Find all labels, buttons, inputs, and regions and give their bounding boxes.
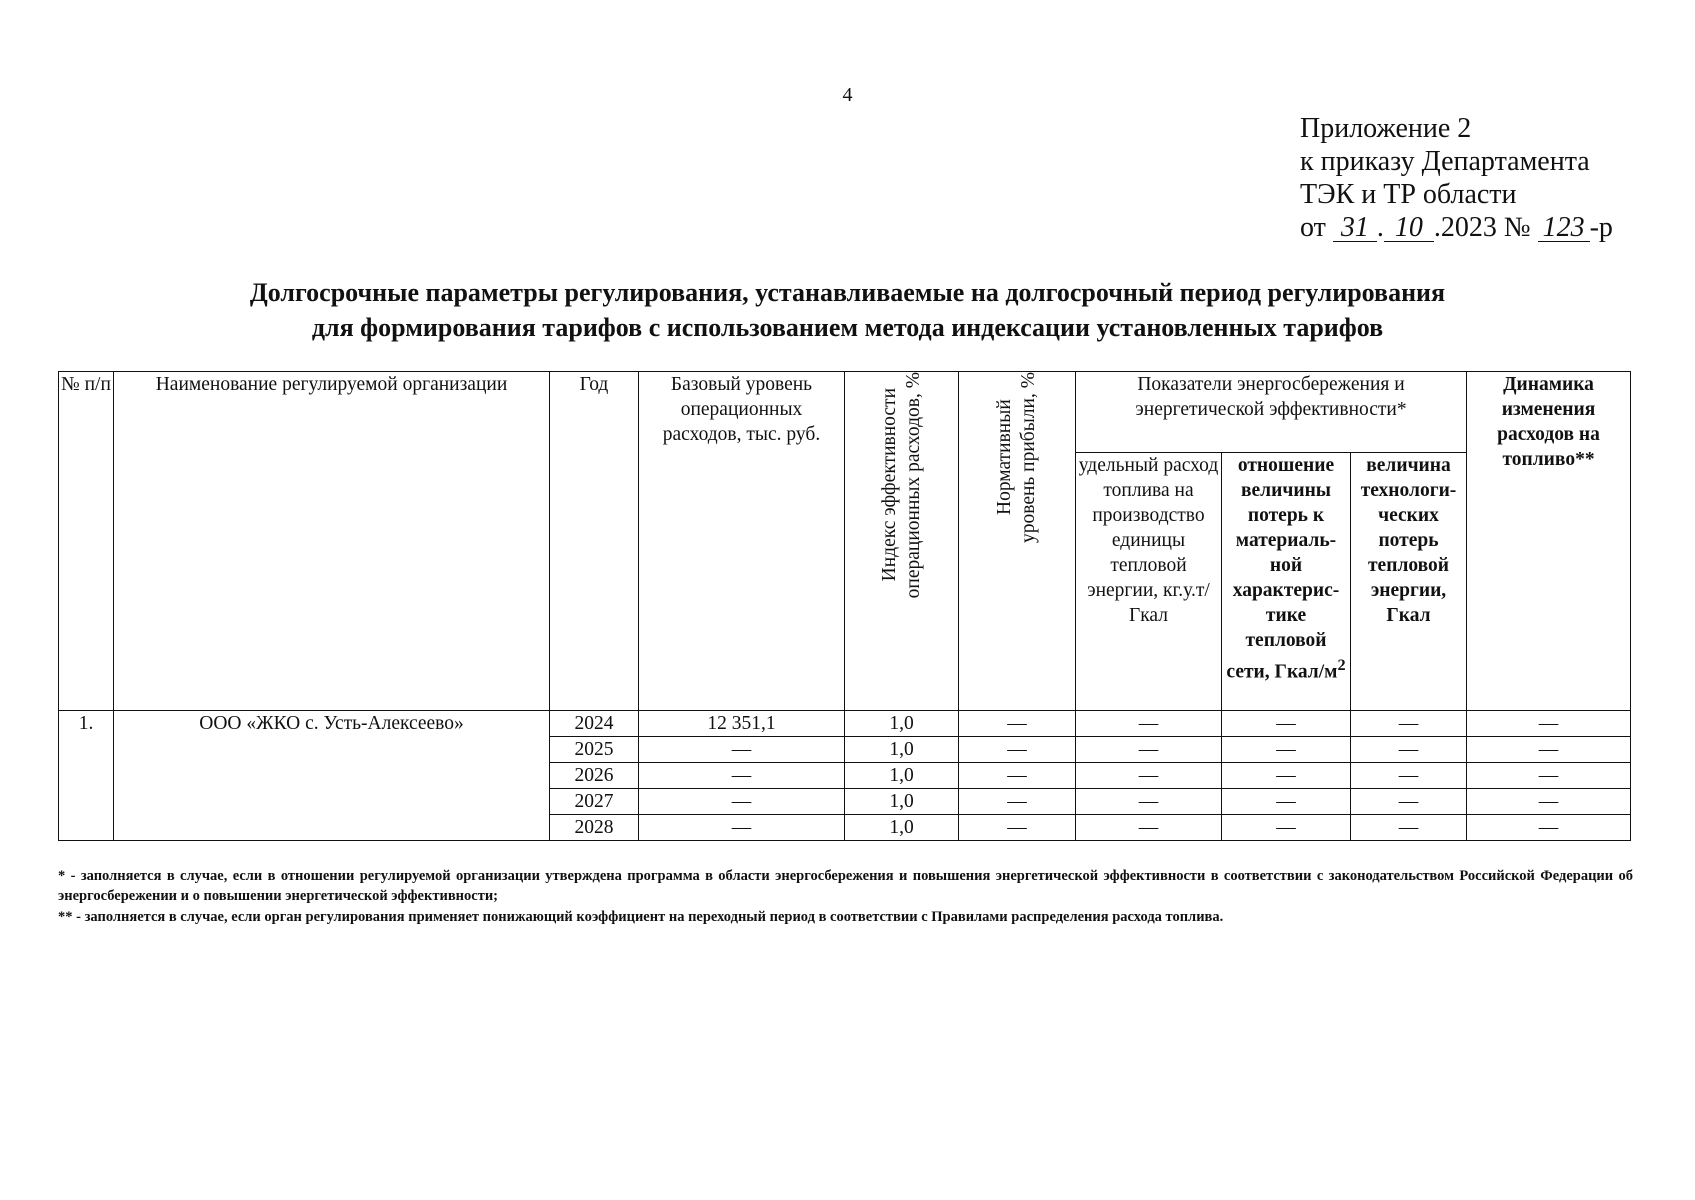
cell-fuel: — (1076, 737, 1222, 763)
cell-base: — (639, 815, 845, 841)
cell-year: 2027 (550, 789, 639, 815)
header-tech-losses: величина технологи-ческих потерь тепловой энергии, Гкал (1351, 453, 1467, 711)
cell-tech-loss: — (1351, 789, 1467, 815)
cell-loss-ratio: — (1222, 711, 1351, 737)
cell-index: 1,0 (845, 763, 959, 789)
cell-fuel: — (1076, 711, 1222, 737)
title-line-2: для формирования тарифов с использованием метода индексации установленных тарифов (311, 313, 1384, 342)
cell-profit: — (959, 789, 1076, 815)
cell-profit: — (959, 815, 1076, 841)
header-fuel-dynamics: Динамика изменения расходов на топливо** (1467, 372, 1631, 711)
appendix-date-line (1300, 211, 1613, 244)
footnote-1-text: - заполняется в случае, если в отношении регулируемой организации утверждена программа в области энергосбережения и повышения энергетической эффективности в соответствии с законодательством Российской Федерации об энергосбережении и о повышении энергетической эффективности; (58, 868, 1633, 904)
cell-year: 2028 (550, 815, 639, 841)
header-org: Наименование регулируемой организации (114, 372, 550, 711)
header-year: Год (550, 372, 639, 711)
cell-loss-ratio: — (1222, 763, 1351, 789)
date-year: .2023 № (1433, 212, 1531, 243)
cell-tech-loss: — (1351, 737, 1467, 763)
cell-base: 12 351,1 (639, 711, 845, 737)
header-num: № п/п (59, 372, 114, 711)
cell-tech-loss: — (1351, 711, 1467, 737)
header-efficiency-index-cell (845, 372, 959, 711)
cell-loss-ratio: — (1222, 737, 1351, 763)
cell-base: — (639, 763, 845, 789)
cell-index: 1,0 (845, 711, 959, 737)
handwritten-day: 31 (1333, 215, 1377, 242)
org-name: ООО «ЖКО с. Усть-Алексеево» (114, 711, 550, 841)
footnote-2-mark: ** (58, 909, 73, 925)
cell-loss-ratio: — (1222, 815, 1351, 841)
cell-profit: — (959, 763, 1076, 789)
footnote-1 (58, 866, 1633, 906)
cell-tech-loss: — (1351, 815, 1467, 841)
appendix-line-2: к приказу Департамента (1300, 146, 1590, 177)
header-base-opex: Базовый уровень операционных расходов, тыс. руб. (639, 372, 845, 711)
date-dot: . (1376, 212, 1384, 243)
header-specific-fuel: удельный расход топлива на производство единицы тепловой энергии, кг.у.т/Гкал (1076, 453, 1222, 711)
footnote-2-text: - заполняется в случае, если орган регулирования применяет понижающий коэффициент на переходный период в соответствии с Правилами распределения расхода топлива. (72, 909, 1224, 925)
cell-tech-loss: — (1351, 763, 1467, 789)
org-number: 1. (59, 711, 114, 841)
cell-fuel: — (1076, 789, 1222, 815)
cell-index: 1,0 (845, 789, 959, 815)
cell-dynamics: — (1467, 815, 1631, 841)
handwritten-month: 10 (1384, 215, 1434, 242)
parameters-table (58, 371, 1631, 841)
header-profit-level: Нормативный уровень прибыли, % (994, 372, 1039, 544)
cell-loss-ratio: — (1222, 789, 1351, 815)
page-number: 4 (842, 84, 853, 106)
header-energy-group: Показатели энергосбережения и энергетической эффективности* (1076, 372, 1467, 453)
order-suffix: -р (1589, 212, 1613, 243)
footnote-2 (58, 907, 1633, 927)
header-efficiency-index: Индекс эффективности операционных расходов, % (878, 372, 924, 599)
cell-dynamics: — (1467, 711, 1631, 737)
cell-fuel: — (1076, 815, 1222, 841)
cell-dynamics: — (1467, 763, 1631, 789)
cell-dynamics: — (1467, 789, 1631, 815)
cell-base: — (639, 789, 845, 815)
appendix-line-1: Приложение 2 (1300, 113, 1472, 144)
header-profit-cell (959, 372, 1076, 711)
handwritten-order-number: 123 (1538, 215, 1590, 242)
cell-year: 2025 (550, 737, 639, 763)
superscript-2: 2 (1337, 656, 1346, 674)
footnote-1-mark: * (58, 868, 66, 884)
cell-index: 1,0 (845, 737, 959, 763)
appendix-line-3: ТЭК и ТР области (1300, 179, 1517, 210)
header-loss-ratio-cell (1222, 453, 1351, 711)
title-line-1: Долгосрочные параметры регулирования, устанавливаемые на долгосрочный период регулирования (249, 278, 1446, 307)
appendix-block (1300, 112, 1613, 244)
cell-base: — (639, 737, 845, 763)
cell-dynamics: — (1467, 737, 1631, 763)
cell-year: 2024 (550, 711, 639, 737)
header-loss-ratio: отношение величины потерь к материаль-ной характерис-тике тепловой сети, Гкал/м (1226, 455, 1340, 683)
cell-profit: — (959, 711, 1076, 737)
cell-profit: — (959, 737, 1076, 763)
date-prefix: от (1300, 212, 1326, 243)
cell-index: 1,0 (845, 815, 959, 841)
cell-fuel: — (1076, 763, 1222, 789)
footnotes (58, 866, 1633, 928)
document-title (0, 275, 1695, 345)
cell-year: 2026 (550, 763, 639, 789)
